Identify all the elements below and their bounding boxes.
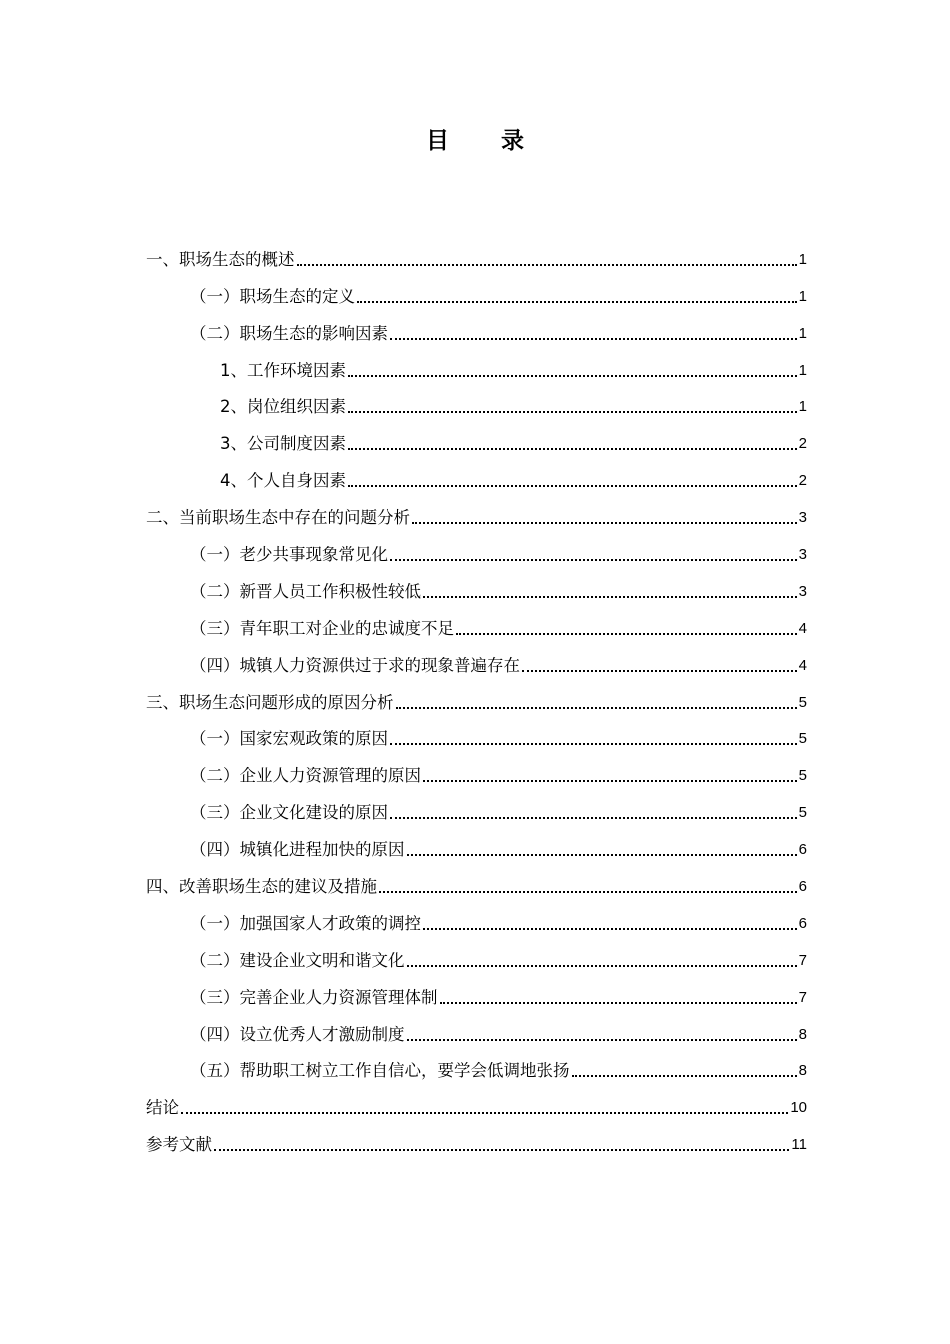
toc-entry-text: （一）国家宏观政策的原因 [190, 729, 388, 749]
toc-entry-text: （二）职场生态的影响因素 [190, 323, 388, 343]
toc-entry-text: 一、职场生态的概述 [146, 249, 295, 269]
toc-page-number: 3 [798, 546, 807, 564]
toc-entry[interactable] [146, 720, 807, 757]
toc-leader-dots [348, 410, 797, 413]
toc-leader-dots [522, 669, 797, 672]
toc-page-number: 5 [798, 804, 807, 822]
toc-leader-dots [390, 337, 797, 340]
toc-leader-dots [390, 816, 797, 819]
toc-entry-text: 1、工作环境因素 [220, 360, 346, 380]
toc-leader-dots [423, 927, 797, 930]
toc-entry[interactable] [146, 793, 807, 830]
toc-entry[interactable] [146, 388, 807, 425]
toc-page-number: 10 [790, 1099, 807, 1117]
toc-leader-dots [412, 521, 797, 524]
toc-entry-text: 二、当前职场生态中存在的问题分析 [146, 508, 410, 528]
toc-entry-text: 4、个人自身因素 [220, 471, 346, 491]
toc-leader-dots [407, 964, 797, 967]
toc-entry[interactable] [146, 978, 807, 1015]
toc-entry[interactable] [146, 314, 807, 351]
toc-entry[interactable] [146, 830, 807, 867]
toc-leader-dots [440, 1001, 797, 1004]
toc-entry[interactable] [146, 277, 807, 314]
toc-entry[interactable] [146, 1125, 807, 1162]
toc-entry[interactable] [146, 461, 807, 498]
toc-leader-dots [407, 1038, 797, 1041]
toc-entry-text: （四）设立优秀人才激励制度 [190, 1024, 405, 1044]
toc-leader-dots [390, 558, 797, 561]
toc-leader-dots [348, 374, 797, 377]
toc-page-number: 1 [798, 287, 807, 305]
toc-entry-text: 四、改善职场生态的建议及措施 [146, 877, 377, 897]
toc-page-number: 8 [798, 1062, 807, 1080]
toc-entry[interactable] [146, 867, 807, 904]
toc-leader-dots [423, 595, 797, 598]
toc-page-number: 2 [798, 472, 807, 490]
toc-leader-dots [423, 779, 797, 782]
toc-entry-text: 参考文献 [146, 1135, 212, 1155]
toc-entry[interactable] [146, 351, 807, 388]
toc-page-number: 2 [798, 435, 807, 453]
toc-entry-text: （三）完善企业人力资源管理体制 [190, 987, 438, 1007]
toc-entry-text: （二）新晋人员工作积极性较低 [190, 581, 421, 601]
toc-page-number: 6 [798, 841, 807, 859]
toc-page-number: 8 [798, 1025, 807, 1043]
toc-entry[interactable] [146, 683, 807, 720]
toc-entry-text: （五）帮助职工树立工作自信心，要学会低调地张扬 [190, 1061, 570, 1081]
toc-entry[interactable] [146, 240, 807, 277]
toc-entry[interactable] [146, 756, 807, 793]
toc-page-number: 6 [798, 914, 807, 932]
toc-page-number: 7 [798, 951, 807, 969]
toc-page-number: 4 [798, 656, 807, 674]
toc-entry[interactable] [146, 1088, 807, 1125]
page-title: 目 录 [425, 128, 546, 154]
toc-entry[interactable] [146, 646, 807, 683]
toc-leader-dots [214, 1148, 789, 1151]
toc-entry[interactable] [146, 1015, 807, 1052]
toc-leader-dots [181, 1111, 788, 1114]
toc-entry-text: （一）职场生态的定义 [190, 286, 355, 306]
toc-entry-text: （二）企业人力资源管理的原因 [190, 766, 421, 786]
toc-page-number: 7 [798, 988, 807, 1006]
toc-entry-text: （二）建设企业文明和谐文化 [190, 950, 405, 970]
toc-page-number: 1 [798, 324, 807, 342]
toc-entry-text: 三、职场生态问题形成的原因分析 [146, 692, 394, 712]
toc-entry-text: （四）城镇化进程加快的原因 [190, 840, 405, 860]
toc-page-number: 4 [798, 619, 807, 637]
toc-entry-text: （三）青年职工对企业的忠诚度不足 [190, 618, 454, 638]
toc-leader-dots [390, 742, 797, 745]
toc-leader-dots [396, 706, 797, 709]
toc-entry-text: （三）企业文化建设的原因 [190, 803, 388, 823]
toc-entry[interactable] [146, 941, 807, 978]
toc-leader-dots [357, 300, 797, 303]
toc-page-number: 1 [798, 361, 807, 379]
toc-entry[interactable] [146, 535, 807, 572]
toc-leader-dots [407, 853, 797, 856]
toc-entry[interactable] [146, 1052, 807, 1089]
toc-leader-dots [456, 632, 797, 635]
toc-entry[interactable] [146, 424, 807, 461]
toc-entry-text: 2、岗位组织因素 [220, 397, 346, 417]
toc-entry-text: （四）城镇人力资源供过于求的现象普遍存在 [190, 655, 520, 675]
toc-page-number: 11 [791, 1136, 807, 1154]
toc-page-number: 3 [798, 582, 807, 600]
toc-leader-dots [297, 263, 797, 266]
toc-page-number: 1 [798, 398, 807, 416]
toc-entry-text: （一）加强国家人才政策的调控 [190, 913, 421, 933]
toc-leader-dots [379, 890, 797, 893]
toc-page-number: 6 [798, 878, 807, 896]
toc-entry[interactable] [146, 609, 807, 646]
toc-page-number: 3 [798, 509, 807, 527]
toc-page-number: 5 [798, 767, 807, 785]
toc-page-number: 1 [798, 250, 807, 268]
toc-entry[interactable] [146, 572, 807, 609]
toc-leader-dots [348, 484, 797, 487]
toc-leader-dots [572, 1074, 797, 1077]
toc-page-number: 5 [798, 730, 807, 748]
toc-leader-dots [348, 447, 797, 450]
table-of-contents [146, 240, 807, 1162]
toc-entry[interactable] [146, 904, 807, 941]
toc-entry-text: （一）老少共事现象常见化 [190, 545, 388, 565]
toc-entry[interactable] [146, 498, 807, 535]
toc-entry-text: 结论 [146, 1098, 179, 1118]
toc-entry-text: 3、公司制度因素 [220, 434, 346, 454]
toc-page-number: 5 [798, 693, 807, 711]
